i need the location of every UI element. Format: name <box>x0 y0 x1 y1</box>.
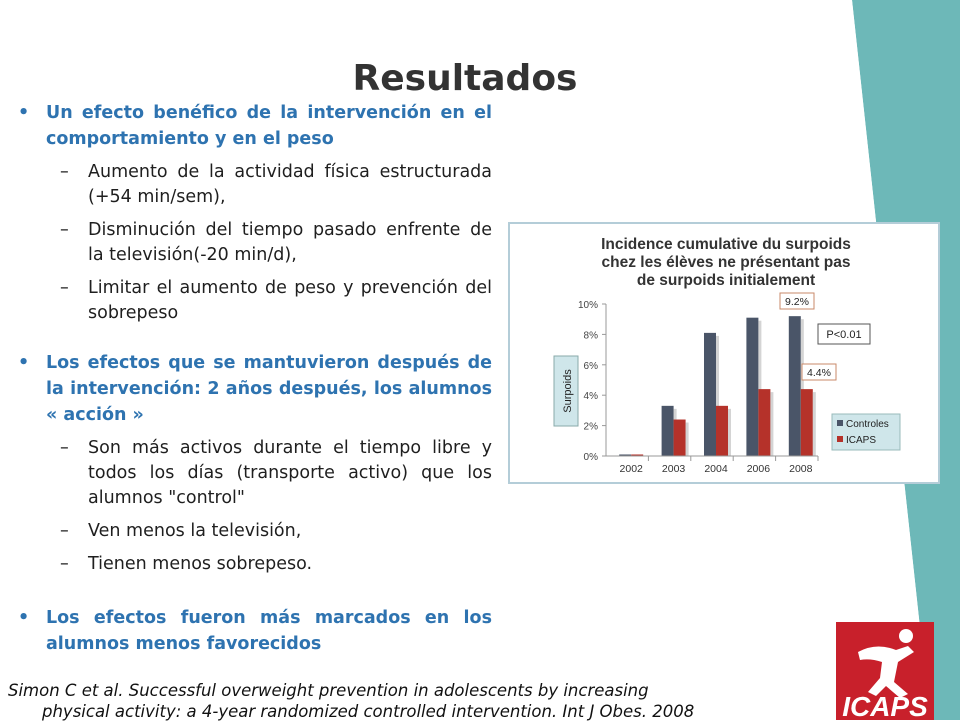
bullet-symbol: • <box>18 608 30 628</box>
sub-bullet-text: Limitar el aumento de peso y prevención del sobrepeso <box>88 278 492 323</box>
y-tick-label: 4% <box>583 391 598 403</box>
sub-bullet-1-2 <box>18 218 492 268</box>
sub-bullet-2-1 <box>18 436 492 511</box>
dash-symbol: – <box>60 554 69 574</box>
y-tick-label: 10% <box>577 300 598 311</box>
bullet-3 <box>18 605 492 657</box>
sub-bullet-1-3 <box>18 276 492 326</box>
dash-symbol: – <box>60 162 69 182</box>
annotation-max-icaps <box>802 364 836 380</box>
y-tick-label: 2% <box>583 421 598 433</box>
sub-bullet-2-2 <box>18 519 492 544</box>
slide-title: Resultados <box>352 58 578 99</box>
bullet-2 <box>18 350 492 428</box>
dash-symbol: – <box>60 521 69 541</box>
sub-bullet-text: Son más activos durante el tiempo libre y todos los días (transporte activo) que los alumnos "control" <box>88 438 492 508</box>
bullet-2-text: Los efectos que se mantuvieron después de la intervención: 2 años después, los alumnos « acción » <box>46 353 492 425</box>
y-tick-label: 0% <box>583 452 598 463</box>
chart-panel <box>508 222 940 484</box>
sub-bullet-1-1 <box>18 160 492 210</box>
citation-line-1: Simon C et al. Successful overweight prevention in adolescents by increasing <box>8 681 649 700</box>
dash-symbol: – <box>60 438 69 458</box>
x-tick-label: 2006 <box>746 463 771 475</box>
bar-icaps-2008 <box>801 389 816 456</box>
chart-title-line-2: chez les élèves ne présentant pas <box>601 254 851 271</box>
x-tick-label: 2003 <box>661 463 686 475</box>
bullet-3-text: Los efectos fueron más marcados en los alumnos menos favorecidos <box>46 608 492 654</box>
bars <box>619 316 816 456</box>
sub-bullet-text: Ven menos la televisión, <box>88 521 302 541</box>
chart-title-line-3: de surpoids initialement <box>636 272 816 289</box>
bullet-1-text: Un efecto benéfico de la intervención en el comportamiento y en el peso <box>46 103 492 149</box>
legend-swatch-controles <box>837 420 843 426</box>
bar-icaps-2004 <box>716 406 731 456</box>
x-tick-label: 2002 <box>619 463 643 475</box>
x-tick-label: 2004 <box>704 463 728 475</box>
citation-line-2: physical activity: a 4-year randomized controlled intervention. Int J Obes. 2008 <box>42 702 695 721</box>
x-tick-label: 2008 <box>789 463 813 475</box>
sub-bullet-text: Disminución del tiempo pasado enfrente de la televisión(-20 min/d), <box>88 220 492 265</box>
annotation-text: P<0.01 <box>826 329 862 341</box>
chart-title-line-1: Incidence cumulative du surpoids <box>601 236 851 253</box>
annotation-pvalue <box>818 324 870 344</box>
legend-label-icaps: ICAPS <box>846 435 877 446</box>
bullet-symbol: • <box>18 353 30 373</box>
dash-symbol: – <box>60 278 69 298</box>
legend-label-controles: Controles <box>846 419 889 430</box>
y-tick-label: 8% <box>583 330 598 342</box>
annotation-text: 4.4% <box>807 367 831 379</box>
legend <box>832 414 900 450</box>
annotation-text: 9.2% <box>785 296 809 308</box>
bullet-1 <box>18 100 492 152</box>
sub-bullet-text: Tienen menos sobrepeso. <box>88 554 313 574</box>
svg-text:ICAPS: ICAPS <box>842 691 928 720</box>
dash-symbol: – <box>60 220 69 240</box>
sub-bullet-2-3 <box>18 552 492 577</box>
y-axis-label: Surpoids <box>562 369 574 413</box>
bullet-list <box>18 100 492 657</box>
bar-chart <box>510 224 938 482</box>
annotation-max-controles <box>780 293 814 309</box>
icaps-logo <box>836 622 934 720</box>
bullet-symbol: • <box>18 103 30 123</box>
citation <box>8 680 828 722</box>
logo-figure-icon <box>836 622 934 720</box>
y-axis-label-box <box>554 356 578 426</box>
legend-swatch-icaps <box>837 436 843 442</box>
y-tick-label: 6% <box>583 360 598 372</box>
bar-icaps-2006 <box>758 389 773 456</box>
x-axis <box>606 456 818 475</box>
bar-icaps-2003 <box>674 420 689 456</box>
sub-bullet-text: Aumento de la actividad física estructurada (+54 min/sem), <box>88 162 492 207</box>
y-axis <box>578 300 606 463</box>
